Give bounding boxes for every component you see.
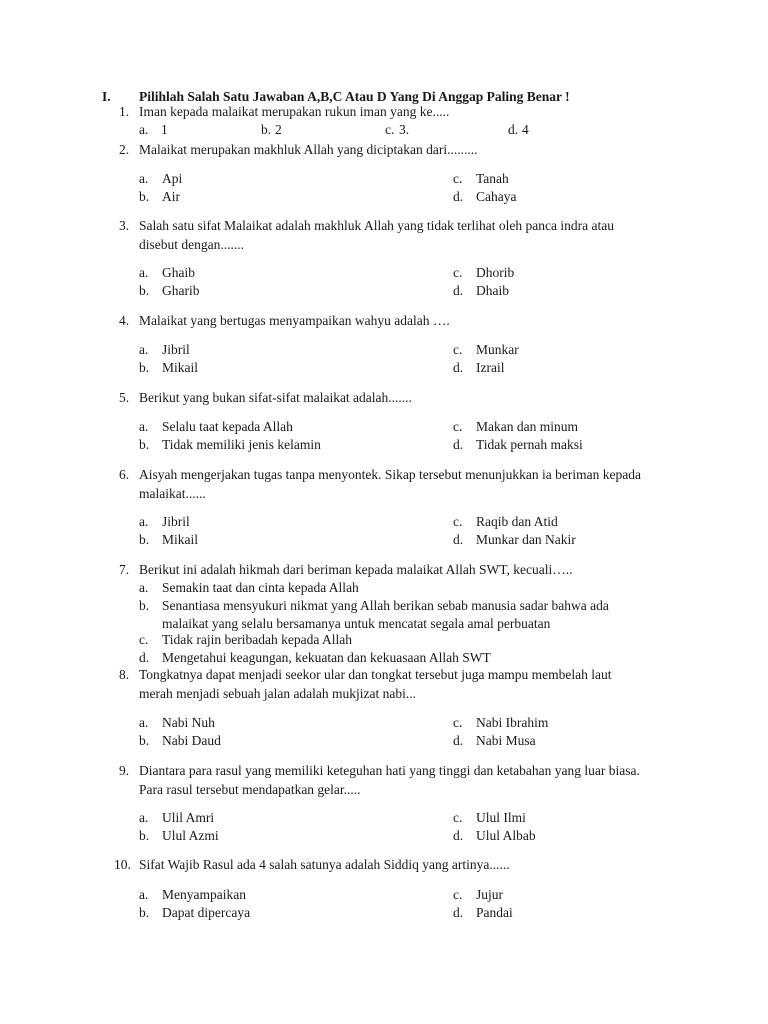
option-text: 2	[275, 122, 282, 137]
option-text: Tidak rajin beribadah kepada Allah	[162, 632, 352, 647]
option-letter: b.	[139, 598, 150, 613]
option-letter: d.	[453, 532, 464, 547]
section-numeral: I.	[102, 89, 111, 104]
question-number: 4.	[119, 313, 130, 328]
option-letter: b.	[139, 905, 150, 920]
option-letter: d.	[453, 905, 464, 920]
question-number: 3.	[119, 218, 130, 233]
option-text: Ulil Amri	[162, 810, 215, 825]
option-text: Menyampaikan	[162, 887, 246, 902]
option-letter: d.	[453, 733, 464, 748]
option-letter: b.	[139, 828, 150, 843]
question-text: merah menjadi sebuah jalan adalah mukjizat nabi...	[139, 686, 417, 701]
option-text: Selalu taat kepada Allah	[162, 419, 293, 434]
option-letter: b.	[261, 122, 272, 137]
option-text: Cahaya	[476, 189, 517, 204]
option-letter: c.	[453, 342, 463, 357]
option-letter: b.	[139, 532, 150, 547]
option-text: Air	[162, 189, 180, 204]
option-letter: b.	[139, 360, 150, 375]
option-letter: d.	[453, 189, 464, 204]
option-letter: d.	[453, 360, 464, 375]
option-text: 3.	[399, 122, 410, 137]
question-number: 5.	[119, 390, 130, 405]
option-text: 1	[161, 122, 168, 137]
question-number: 2.	[119, 142, 130, 157]
option-text: Senantiasa mensyukuri nikmat yang Allah berikan sebab manusia sadar bahwa ada	[162, 598, 609, 613]
option-text: Nabi Ibrahim	[476, 715, 549, 730]
option-letter: d.	[453, 437, 464, 452]
option-text: Nabi Daud	[162, 733, 221, 748]
question-number: 8.	[119, 667, 130, 682]
option-letter: a.	[139, 342, 149, 357]
option-text: Ulul Ilmi	[476, 810, 526, 825]
option-text: Jibril	[162, 342, 190, 357]
question-text: Salah satu sifat Malaikat adalah makhluk Allah yang tidak terlihat oleh panca indra atau	[139, 218, 614, 233]
option-text: Mikail	[162, 360, 198, 375]
option-letter: d.	[508, 122, 519, 137]
section-title: Pilihlah Salah Satu Jawaban A,B,C Atau D Yang Di Anggap Paling Benar !	[139, 89, 570, 104]
option-letter: c.	[453, 810, 463, 825]
option-letter: a.	[139, 171, 149, 186]
question-number: 6.	[119, 467, 130, 482]
option-text: Izrail	[476, 360, 505, 375]
option-letter: a.	[139, 887, 149, 902]
option-text: Ulul Albab	[476, 828, 536, 843]
option-letter: c.	[453, 265, 463, 280]
question-text: Aisyah mengerjakan tugas tanpa menyontek. Sikap tersebut menunjukkan ia beriman kepada	[139, 467, 641, 482]
option-text: Semakin taat dan cinta kepada Allah	[162, 580, 359, 595]
option-text: Tanah	[476, 171, 509, 186]
option-text: Nabi Nuh	[162, 715, 215, 730]
question-text: Berikut yang bukan sifat-sifat malaikat adalah.......	[139, 390, 412, 405]
question-text: Berikut ini adalah hikmah dari beriman kepada malaikat Allah SWT, kecuali…..	[139, 562, 573, 577]
option-text: Mengetahui keagungan, kekuatan dan kekuasaan Allah SWT	[162, 650, 491, 665]
option-letter: c.	[139, 632, 149, 647]
option-letter: c.	[453, 715, 463, 730]
option-text: Ghaib	[162, 265, 195, 280]
option-letter: b.	[139, 189, 150, 204]
question-text: Malaikat merupakan makhluk Allah yang diciptakan dari.........	[139, 142, 478, 157]
option-letter: d.	[139, 650, 150, 665]
option-text: Tidak memiliki jenis kelamin	[162, 437, 321, 452]
option-text: Ulul Azmi	[162, 828, 219, 843]
option-letter: c.	[385, 122, 395, 137]
option-text: Makan dan minum	[476, 419, 578, 434]
question-number: 10.	[114, 857, 131, 872]
option-letter: c.	[453, 514, 463, 529]
question-text: Tongkatnya dapat menjadi seekor ular dan tongkat tersebut juga mampu membelah laut	[139, 667, 612, 682]
option-text: Munkar	[476, 342, 519, 357]
option-letter: a.	[139, 265, 149, 280]
option-letter: a.	[139, 715, 149, 730]
option-letter: d.	[453, 283, 464, 298]
option-text: Pandai	[476, 905, 513, 920]
question-text: Iman kepada malaikat merupakan rukun iman yang ke.....	[139, 104, 450, 119]
option-letter: a.	[139, 514, 149, 529]
option-text: 4	[522, 122, 529, 137]
option-text: Jibril	[162, 514, 190, 529]
option-text: Api	[162, 171, 183, 186]
option-letter: c.	[453, 887, 463, 902]
question-text: Malaikat yang bertugas menyampaikan wahyu adalah ….	[139, 313, 450, 328]
option-text: Dhaib	[476, 283, 509, 298]
question-text: malaikat......	[139, 486, 206, 501]
option-text: Jujur	[476, 887, 503, 902]
question-number: 7.	[119, 562, 130, 577]
option-letter: a.	[139, 122, 149, 137]
option-text: Tidak pernah maksi	[476, 437, 583, 452]
question-text: disebut dengan.......	[139, 237, 244, 252]
option-letter: a.	[139, 419, 149, 434]
option-text: Munkar dan Nakir	[476, 532, 576, 547]
question-number: 1.	[119, 104, 130, 119]
option-letter: b.	[139, 733, 150, 748]
option-letter: d.	[453, 828, 464, 843]
option-text: Mikail	[162, 532, 198, 547]
question-text: Sifat Wajib Rasul ada 4 salah satunya adalah Siddiq yang artinya......	[139, 857, 510, 872]
option-letter: a.	[139, 810, 149, 825]
option-letter: c.	[453, 419, 463, 434]
question-text: Para rasul tersebut mendapatkan gelar.....	[139, 782, 361, 797]
option-text: Raqib dan Atid	[476, 514, 558, 529]
option-text: Gharib	[162, 283, 200, 298]
option-text: Dhorib	[476, 265, 515, 280]
option-letter: b.	[139, 283, 150, 298]
question-number: 9.	[119, 763, 130, 778]
option-text: Nabi Musa	[476, 733, 536, 748]
question-text: Diantara para rasul yang memiliki keteguhan hati yang tinggi dan ketabahan yang luar biasa.	[139, 763, 640, 778]
option-letter: b.	[139, 437, 150, 452]
option-letter: c.	[453, 171, 463, 186]
option-letter: a.	[139, 580, 149, 595]
option-text: Dapat dipercaya	[162, 905, 251, 920]
option-text: malaikat yang selalu bersamanya untuk mencatat segala amal perbuatan	[162, 616, 551, 631]
